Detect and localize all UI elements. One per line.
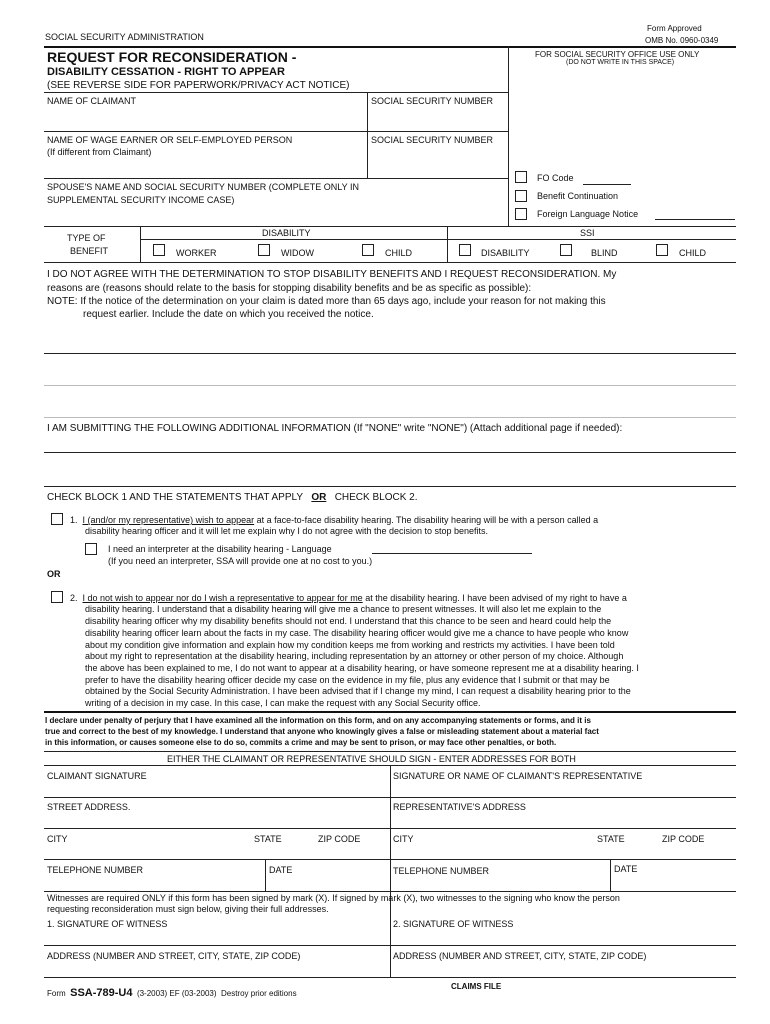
form-word: Form <box>47 989 66 998</box>
date-divider <box>265 859 266 891</box>
witness-divider <box>390 915 391 977</box>
witness-1-address-label: ADDRESS (NUMBER AND STREET, CITY, STATE, ZIP CODE) <box>47 951 301 961</box>
witness-2-address-label: ADDRESS (NUMBER AND STREET, CITY, STATE, ZIP CODE) <box>393 951 647 961</box>
type-of-label: TYPE OF <box>67 233 106 243</box>
block-1-checkbox[interactable] <box>51 513 63 525</box>
interpreter-label: I need an interpreter at the disability hearing - Language <box>108 544 332 554</box>
state-label: STATE <box>254 834 282 844</box>
ssn-column-divider <box>367 92 368 178</box>
block-1-line-1 <box>70 515 598 525</box>
wage-earner-label: NAME OF WAGE EARNER OR SELF-EMPLOYED PERSON <box>47 135 293 145</box>
row-rule <box>44 92 508 93</box>
rep-signature-label: SIGNATURE OR NAME OF CLAIMANT'S REPRESENTATIVE <box>393 771 643 781</box>
child-disability-label: CHILD <box>385 248 413 258</box>
spouse-label-1: SPOUSE'S NAME AND SOCIAL SECURITY NUMBER (COMPLETE ONLY IN <box>47 182 359 192</box>
claimant-ssn-label: SOCIAL SECURITY NUMBER <box>371 96 494 106</box>
foreign-language-label: Foreign Language Notice <box>537 209 639 219</box>
block-2-underlined: I do not wish to appear nor do I wish a representative to appear for me <box>82 593 363 603</box>
ssi-child-checkbox[interactable] <box>656 244 668 256</box>
office-block-divider <box>508 46 509 226</box>
form-number: SSA-789-U4 <box>70 987 133 999</box>
rep-date-label: DATE <box>614 864 638 874</box>
wage-earner-ssn-label: SOCIAL SECURITY NUMBER <box>371 135 494 145</box>
ssi-divider <box>447 226 448 262</box>
claimant-name-label: NAME OF CLAIMANT <box>47 96 137 106</box>
block-2-line-1 <box>70 593 627 603</box>
ssi-child-label: CHILD <box>679 248 707 258</box>
declaration-rule <box>44 711 736 713</box>
rep-zip-label: ZIP CODE <box>662 834 705 844</box>
disagree-line-2: reasons are (reasons should relate to the basis for stopping disability benefits and be as specific as possible): <box>47 283 532 294</box>
block-2-checkbox[interactable] <box>51 591 63 603</box>
row-rule <box>44 178 508 179</box>
witness-note-1: Witnesses are required ONLY if this form has been signed by mark (X). If signed by mark (X), two witnesses to the signing who know the person <box>47 893 620 903</box>
date-label: DATE <box>269 865 293 875</box>
form-edition: (3-2003) EF (03-2003) <box>136 989 217 998</box>
witness-2-signature-label: 2. SIGNATURE OF WITNESS <box>393 919 514 929</box>
row-rule <box>44 977 736 978</box>
ssi-header: SSI <box>580 228 595 238</box>
benefit-subrule <box>140 239 736 240</box>
rep-telephone-label: TELEPHONE NUMBER <box>393 866 490 876</box>
fo-code-label: FO Code <box>537 173 574 183</box>
reason-line[interactable] <box>44 385 736 386</box>
form-footer <box>47 983 297 1001</box>
section-rule <box>44 486 736 487</box>
worker-label: WORKER <box>176 248 217 258</box>
block-1-number: 1. <box>70 515 78 525</box>
header-rule <box>44 46 736 48</box>
block-1-rest: at a face-to-face disability hearing. The disability hearing will be with a person called a <box>254 515 599 525</box>
fo-code-line[interactable] <box>583 184 631 185</box>
rep-date-divider <box>610 859 611 891</box>
blind-checkbox[interactable] <box>560 244 572 256</box>
claimant-signature-label: CLAIMANT SIGNATURE <box>47 771 147 781</box>
disagree-line-1: I DO NOT AGREE WITH THE DETERMINATION TO STOP DISABILITY BENEFITS AND I REQUEST RECONSIDERATION. My <box>47 269 617 280</box>
row-rule <box>44 828 736 829</box>
ssi-disability-label: DISABILITY <box>481 248 530 258</box>
telephone-label: TELEPHONE NUMBER <box>47 865 144 875</box>
office-use-label: FOR SOCIAL SECURITY OFFICE USE ONLY <box>535 50 700 59</box>
foreign-language-checkbox[interactable] <box>515 208 527 220</box>
additional-info-label: I AM SUBMITTING THE FOLLOWING ADDITIONAL INFORMATION (If "NONE" write "NONE") (Attach additional page if needed): <box>47 423 623 434</box>
additional-info-line[interactable] <box>44 452 736 453</box>
block-2-line: about my right to representation at the disability hearing, including representation by an attorney or other person of my choice. Although <box>85 651 624 661</box>
see-reverse-note: (SEE REVERSE SIDE FOR PAPERWORK/PRIVACY ACT NOTICE) <box>47 80 350 91</box>
row-rule <box>44 859 736 860</box>
benefit-continuation-checkbox[interactable] <box>515 190 527 202</box>
row-rule <box>44 751 736 752</box>
block-2-rest: at the disability hearing. I have been advised of my right to have a <box>362 593 627 603</box>
block-2-line: obtained by the Social Security Administration. I have been advised that if I change my mind, I can request a disability hearing prior to the <box>85 686 631 696</box>
blind-label: BLIND <box>591 248 618 258</box>
do-not-write-label: (DO NOT WRITE IN THIS SPACE) <box>566 59 675 66</box>
witness-note-2: requesting reconsideration must sign below, giving their full addresses. <box>47 904 329 914</box>
form-title: REQUEST FOR RECONSIDERATION - <box>47 49 297 65</box>
block-2-line: about my condition give information and explain how my condition keeps me from working and restricts my activities. I have been told <box>85 640 615 650</box>
rep-address-label: REPRESENTATIVE'S ADDRESS <box>393 802 526 812</box>
rep-city-label: CITY <box>393 834 414 844</box>
ssi-disability-checkbox[interactable] <box>459 244 471 256</box>
either-sign-label: EITHER THE CLAIMANT OR REPRESENTATIVE SHOULD SIGN - ENTER ADDRESSES FOR BOTH <box>167 754 576 764</box>
disability-header: DISABILITY <box>262 228 311 238</box>
row-rule <box>44 797 736 798</box>
worker-checkbox[interactable] <box>153 244 165 256</box>
benefit-divider <box>140 226 141 262</box>
block-2-line: disability hearing officer why my disability benefits should not end. I understand that this chance to be seen and heard could help the <box>85 616 612 626</box>
city-label: CITY <box>47 834 68 844</box>
benefit-continuation-label: Benefit Continuation <box>537 191 619 201</box>
row-rule <box>44 131 508 132</box>
row-rule <box>44 262 736 263</box>
or-label: OR <box>47 569 61 579</box>
witness-1-signature-label: 1. SIGNATURE OF WITNESS <box>47 919 168 929</box>
block-1-line-2: disability hearing officer and it will let me explain why I do not agree with the decision to stop benefits. <box>85 526 489 536</box>
form-subtitle: DISABILITY CESSATION - RIGHT TO APPEAR <box>47 66 285 78</box>
wage-earner-note: (If different from Claimant) <box>47 147 152 157</box>
foreign-language-line[interactable] <box>655 219 735 220</box>
spouse-label-2: SUPPLEMENTAL SECURITY INCOME CASE) <box>47 195 235 205</box>
destroy-note: Destroy prior editions <box>220 989 297 998</box>
check-block-prefix: CHECK BLOCK 1 AND THE STATEMENTS THAT APPLY <box>47 492 303 503</box>
block-2-line: prefer to have the disability hearing officer decide my case on the evidence in my file, plus any evidence that I submit or that may be <box>85 675 610 685</box>
disagree-note-1: NOTE: If the notice of the determination on your claim is dated more than 65 days ago, include your reason for not making this <box>47 296 606 307</box>
block-2-number: 2. <box>70 593 78 603</box>
zip-label: ZIP CODE <box>318 834 361 844</box>
reason-line[interactable] <box>44 353 736 354</box>
widow-checkbox[interactable] <box>258 244 270 256</box>
interpreter-checkbox[interactable] <box>85 543 97 555</box>
block-2-line: disability hearing officer learn about the facts in my case. The disability hearing officer would give me a chance to have people who know <box>85 628 629 638</box>
block-2-line: the above has been explained to me, I do not want to appear at a disability hearing, or have someone represent me at a disability hearing. I <box>85 663 639 673</box>
child-disability-checkbox[interactable] <box>362 244 374 256</box>
rep-state-label: STATE <box>597 834 625 844</box>
street-address-label: STREET ADDRESS. <box>47 802 131 812</box>
block-1-underlined: I (and/or my representative) wish to appear <box>82 515 255 525</box>
omb-number: OMB No. 0960-0349 <box>645 36 719 45</box>
fo-code-checkbox[interactable] <box>515 171 527 183</box>
disagree-note-2: request earlier. Include the date on which you received the notice. <box>83 309 374 320</box>
row-rule <box>44 226 736 227</box>
reason-line[interactable] <box>44 417 736 418</box>
interpreter-note: (If you need an interpreter, SSA will provide one at no cost to you.) <box>108 556 373 566</box>
check-block-instruction <box>47 492 418 503</box>
row-rule <box>44 891 736 892</box>
check-block-suffix: CHECK BLOCK 2. <box>334 492 418 503</box>
declaration-line-1: I declare under penalty of perjury that I have examined all the information on this form, and on any accompanying statements or forms, and it is <box>45 716 591 725</box>
block-2-line: writing of a decision in my case. In this case, I can make the request with any Social Security office. <box>85 698 481 708</box>
claims-file-label: CLAIMS FILE <box>451 982 502 991</box>
language-line[interactable] <box>372 553 532 554</box>
block-2-line: disability hearing. I understand that a disability hearing will give me a chance to present witnesses. It will also let me explain to the <box>85 604 602 614</box>
widow-label: WIDOW <box>281 248 314 258</box>
benefit-label: BENEFIT <box>70 246 109 256</box>
declaration-line-3: in this information, or causes someone else to do so, commits a crime and may be sent to prison, or may face other penalties, or both. <box>45 738 557 747</box>
check-block-or: OR <box>311 492 327 503</box>
form-approved: Form Approved <box>647 24 702 33</box>
declaration-line-2: true and correct to the best of my knowledge. I understand that anyone who knowingly gives a false or misleading statement about a material fact <box>45 727 599 736</box>
agency-name: SOCIAL SECURITY ADMINISTRATION <box>45 32 204 42</box>
